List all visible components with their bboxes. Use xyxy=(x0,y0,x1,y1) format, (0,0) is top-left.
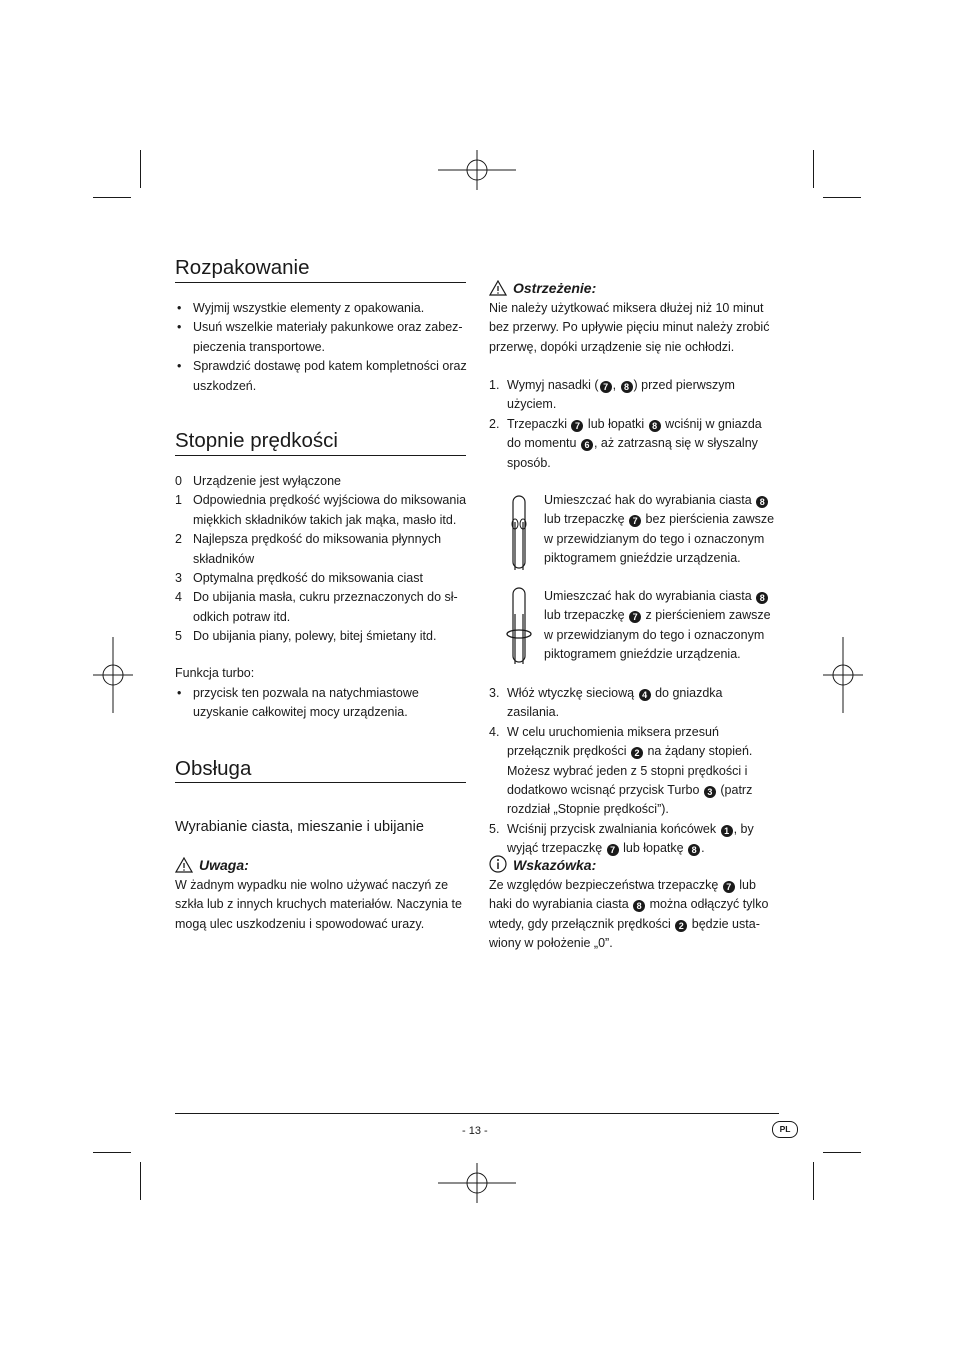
ref-8-badge: 8 xyxy=(633,900,645,912)
list-item: • Usuń wszelkie materiały pakunkowe oraz zabez-pieczenia transportowe. xyxy=(175,318,467,357)
pictogram-2-text: Umieszczać hak do wyrabiania ciasta 8 lub trzepaczkę 7 z pierścieniem zawsze w przewidzianym do tego i oznaczonym piktogramem gnieździe urządzenia. xyxy=(544,589,771,662)
hint-text: Ze względów bezpieczeństwa trzepaczkę 7 lub haki do wyrabiania ciasta 8 można odłączyć tylko wtedy, gdy przełącznik prędkości 2 będzie usta-wiony w położenie „0”. xyxy=(489,878,769,951)
beater-without-ring-icon xyxy=(506,492,532,572)
warning-icon xyxy=(489,280,507,296)
ref-1-badge: 1 xyxy=(721,825,733,837)
heading-rule xyxy=(175,282,466,283)
crop-mark xyxy=(823,1152,861,1153)
ref-7-badge: 7 xyxy=(723,881,735,893)
step-item: 4. W celu uruchomienia miksera przesuń przełącznik prędkości 2 na żądany stopień. Możesz wybrać jeden z 5 stopni prędkości i dodatkowo wcisnąć przycisk Turbo 3 (patrz rozdział „Stopnie prędkości”). xyxy=(489,724,753,817)
ref-8-badge: 8 xyxy=(621,381,633,393)
list-item: 1 Odpowiednia prędkość wyjściowa do miksowania miękkich składników takich jak mąka, masło itd. xyxy=(175,493,467,527)
crop-mark xyxy=(93,1152,131,1153)
steps-list-b xyxy=(489,684,778,859)
crop-mark xyxy=(813,1162,814,1200)
pictogram-1-text: Umieszczać hak do wyrabiania ciasta 8 lub trzepaczkę 7 bez pierścienia zawsze w przewidzianym do tego i oznaczonym piktogramem gnieździe urządzenia. xyxy=(544,493,775,566)
unpacking-list xyxy=(175,299,467,396)
ref-3-badge: 3 xyxy=(704,786,716,798)
warning-text: Nie należy użytkować miksera dłużej niż 10 minut bez przerwy. Po upływie pięciu minut należy zrobić przerwę, dopóki urządzenie się nie ochłodzi. xyxy=(489,301,770,354)
warning-icon xyxy=(175,857,193,873)
ref-7-badge: 7 xyxy=(629,611,641,623)
turbo-list xyxy=(175,684,467,723)
ref-7-badge: 7 xyxy=(600,381,612,393)
ref-6-badge: 6 xyxy=(581,439,593,451)
caution-text: W żadnym wypadku nie wolno używać naczyń ze szkła lub z innych kruchych materiałów. Naczynia te mogą ulec uszkodzeniu i spowodować urazy. xyxy=(175,878,462,931)
heading-rule xyxy=(175,455,466,456)
footer-rule xyxy=(175,1113,779,1114)
steps-list-a xyxy=(489,376,776,473)
ref-8-badge: 8 xyxy=(688,844,700,856)
ref-4-badge: 4 xyxy=(639,689,651,701)
speeds-list xyxy=(175,472,467,647)
ref-7-badge: 7 xyxy=(629,515,641,527)
registration-mark-icon xyxy=(438,1163,516,1203)
list-item: 3 Optymalna prędkość do miksowania ciast xyxy=(175,571,423,586)
ref-8-badge: 8 xyxy=(649,420,661,432)
beater-with-ring-icon xyxy=(504,586,534,666)
ref-8-badge: 8 xyxy=(756,496,768,508)
unpacking-heading: Rozpakowanie xyxy=(175,256,310,279)
step-item: 1. Wymyj nasadki ( 7 , 8 ) przed pierwszym użyciem. xyxy=(489,378,735,412)
turbo-label: Funkcja turbo: xyxy=(175,666,255,680)
list-item: 0 Urządzenie jest wyłączone xyxy=(175,474,341,488)
step-item: 3. Włóż wtyczkę sieciową 4 do gniazdka zasilania. xyxy=(489,686,723,720)
hint-title: Wskazówka: xyxy=(489,855,596,874)
registration-mark-icon xyxy=(438,150,516,190)
crop-mark xyxy=(140,150,141,188)
list-item: • przycisk ten pozwala na natychmiastowe uzyskanie całkowitej mocy urządzenia. xyxy=(175,684,467,723)
crop-mark xyxy=(813,150,814,188)
list-item: 5 Do ubijania piany, polewy, bitej śmietany itd. xyxy=(175,629,437,644)
step-item: 2. Trzepaczki 7 lub łopatki 8 wciśnij w gniazda do momentu 6 , aż zatrzasną się w słyszalny sposób. xyxy=(489,416,762,470)
registration-mark-icon xyxy=(823,637,863,713)
registration-mark-icon xyxy=(93,637,133,713)
ref-7-badge: 7 xyxy=(607,844,619,856)
list-item: • Sprawdzić dostawę pod katem kompletności oraz uszkodzeń. xyxy=(175,357,467,396)
ref-2-badge: 2 xyxy=(675,920,687,932)
step-item: 5. Wciśnij przycisk zwalniania końcówek 1 , by wyjąć trzepaczkę 7 lub łopatkę 8 . xyxy=(489,821,754,856)
crop-mark xyxy=(823,197,861,198)
info-icon xyxy=(489,855,507,873)
heading-rule xyxy=(175,782,466,783)
crop-mark xyxy=(93,197,131,198)
list-item: 4 Do ubijania masła, cukru przeznaczonych do sł-odkich potraw itd. xyxy=(175,590,458,624)
ref-2-badge: 2 xyxy=(631,747,643,759)
page-number: - 13 - xyxy=(462,1125,488,1137)
list-item: 2 Najlepsza prędkość do miksowania płynnych składników xyxy=(175,532,442,566)
speeds-heading: Stopnie prędkości xyxy=(175,429,338,452)
ref-8-badge: 8 xyxy=(756,592,768,604)
ref-7-badge: 7 xyxy=(571,420,583,432)
operation-subheading: Wyrabianie ciasta, mieszanie i ubijanie xyxy=(175,819,424,835)
language-badge: PL xyxy=(772,1121,798,1138)
warning-title: Ostrzeżenie: xyxy=(489,279,596,297)
operation-heading: Obsługa xyxy=(175,757,252,780)
list-item: • Wyjmij wszystkie elementy z opakowania. xyxy=(175,299,467,318)
caution-title: Uwaga: xyxy=(175,856,249,874)
crop-mark xyxy=(140,1162,141,1200)
